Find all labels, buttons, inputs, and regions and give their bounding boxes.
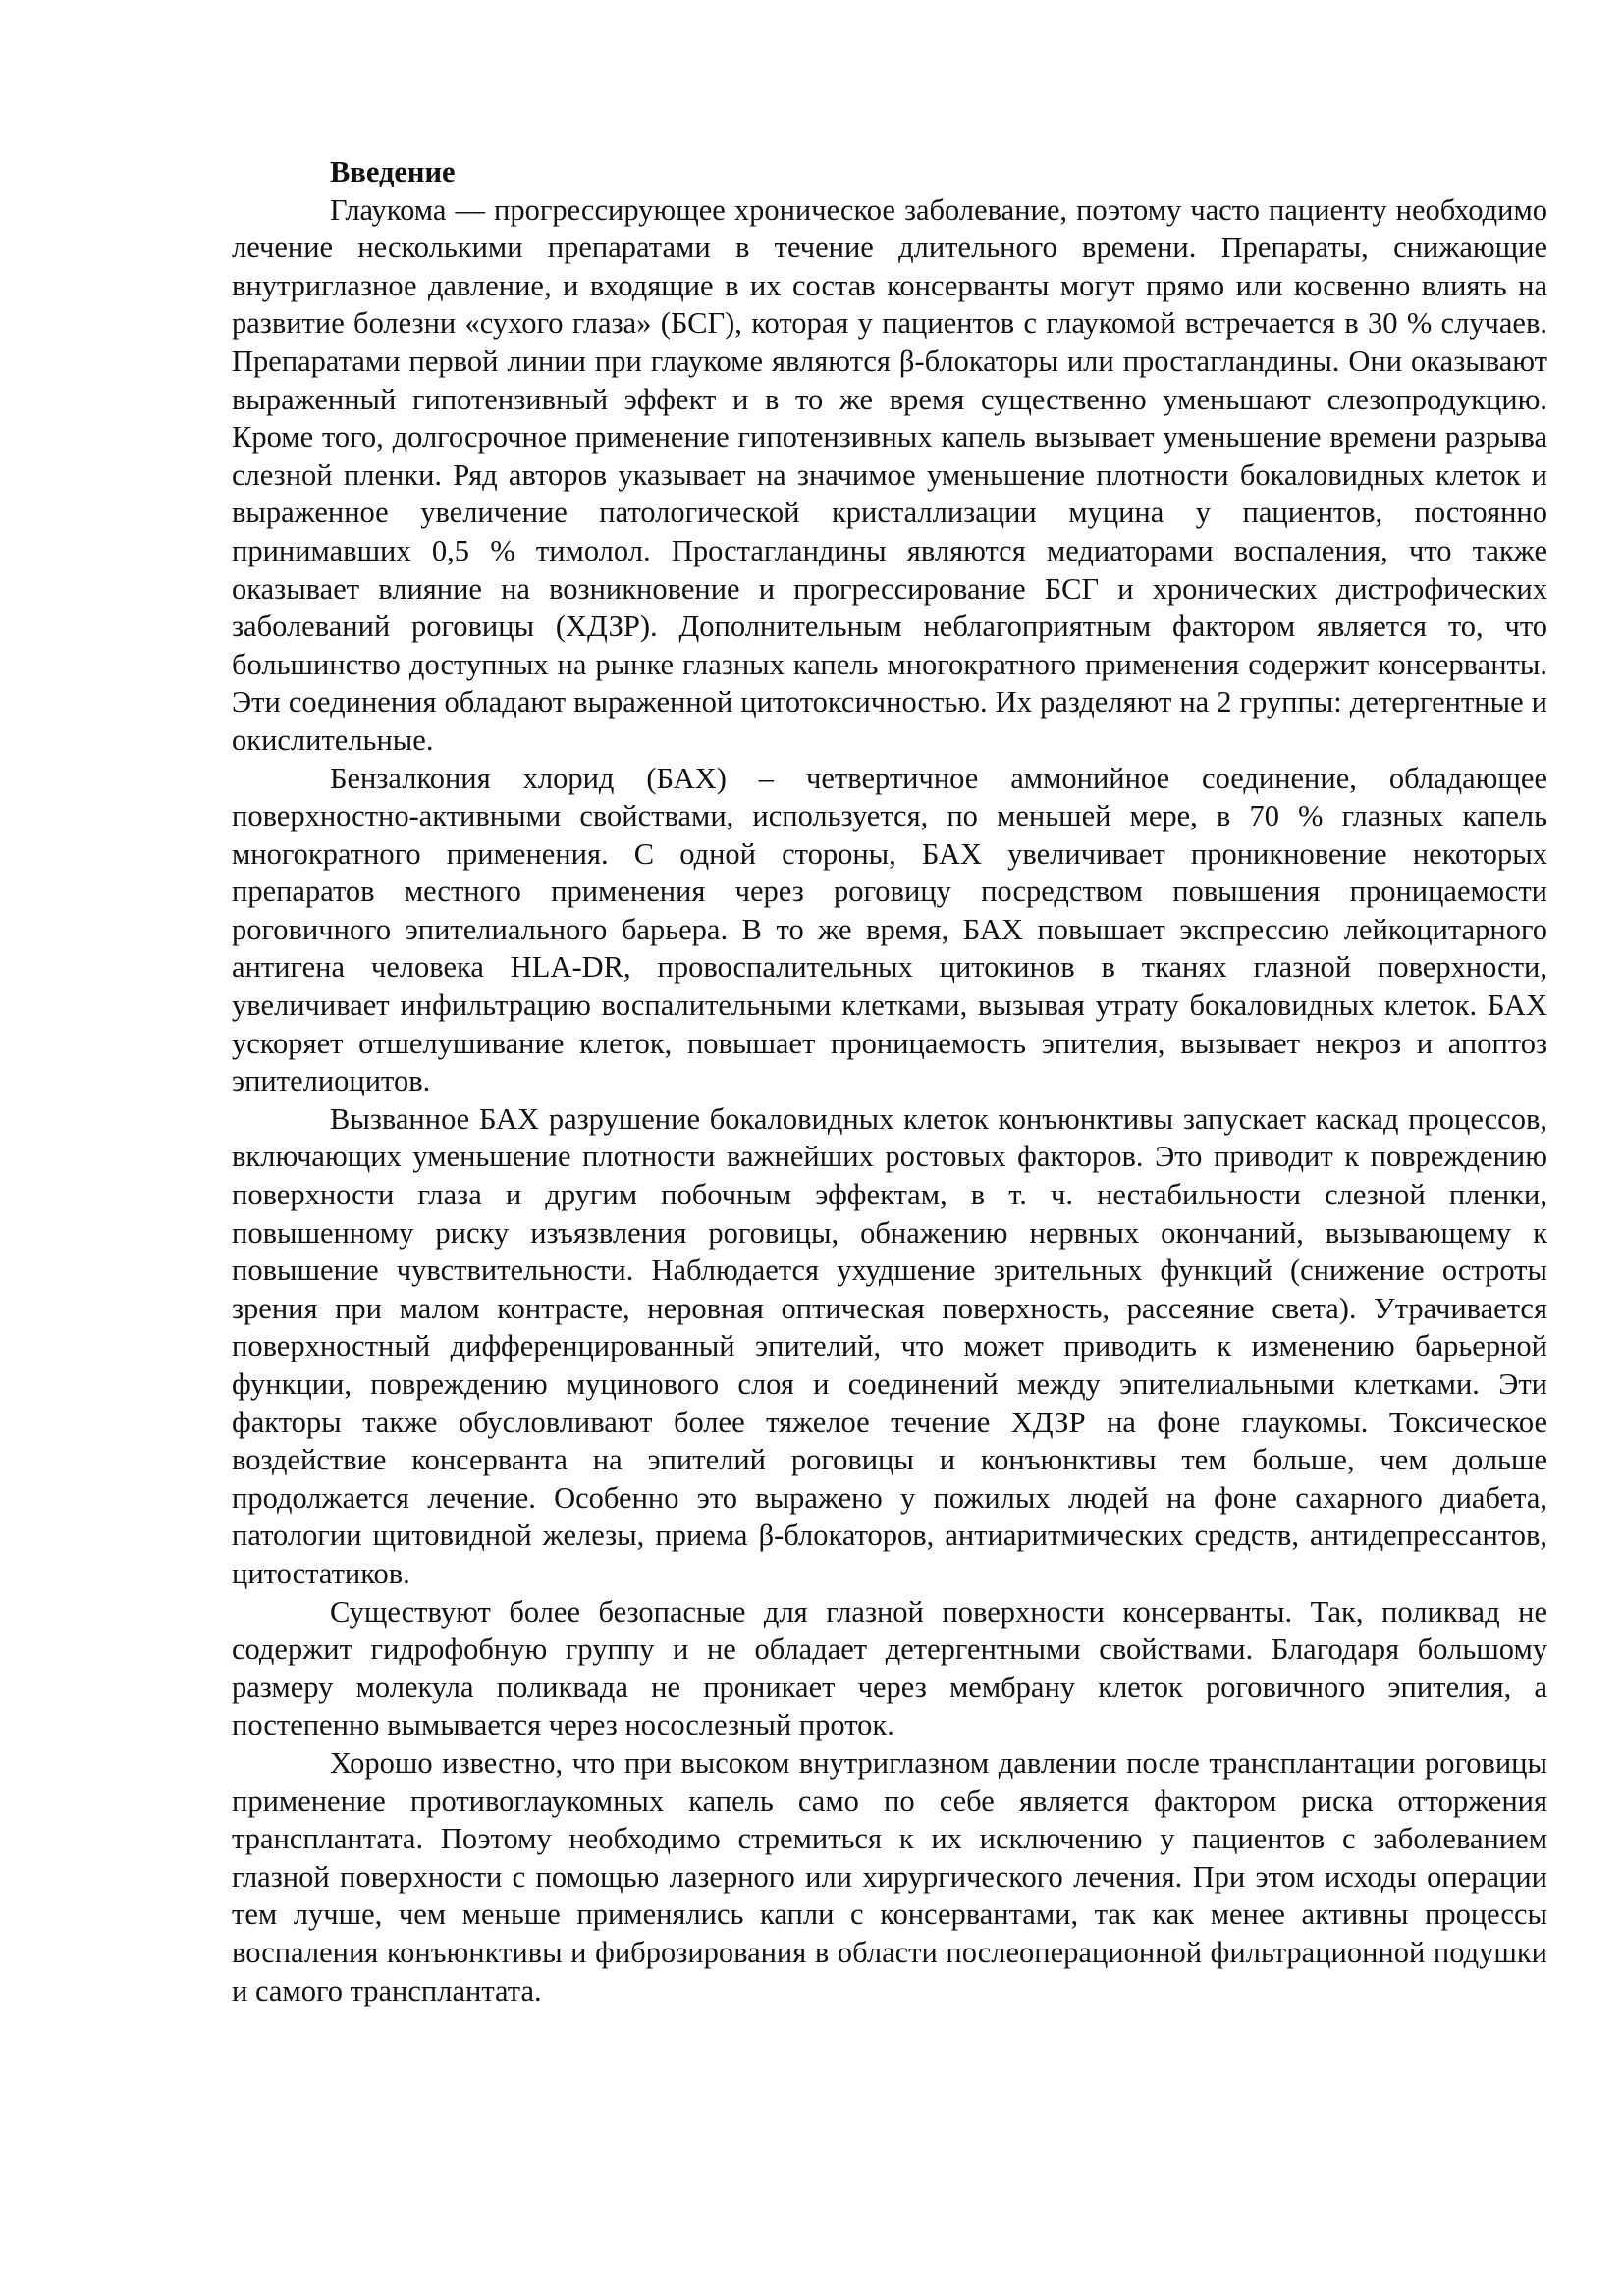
- paragraph-3: Вызванное БАХ разрушение бокаловидных клеток конъюнктивы запускает каскад процессов, включающих уменьшение плотности важнейших ростовых факторов. Это приводит к повреждению поверхности глаза и другим побочным эффектам, в т. ч. нестабильности слезной пленки, повышенному риску изъязвления роговицы, обнажению нервных окончаний, вызывающему к повышение чувствительности. Наблюдается ухудшение зрительных функций (снижение остроты зрения при малом контрасте, неровная оптическая поверхность, рассеяние света). Утрачивается поверхностный дифференцированный эпителий, что может приводить к изменению барьерной функции, повреждению муцинового слоя и соединений между эпителиальными клетками. Эти факторы также обусловливают более тяжелое течение ХДЗР на фоне глаукомы. Токсическое воздействие консерванта на эпителий роговицы и конъюнктивы тем больше, чем дольше продолжается лечение. Особенно это выражено у пожилых людей на фоне сахарного диабета, патологии щитовидной железы, приема β-блокаторов, антиаритмических средств, антидепрессантов, цитостатиков.: [232, 1101, 1547, 1590]
- paragraph-1: Глаукома — прогрессирующее хроническое заболевание, поэтому часто пациенту необходимо лечение несколькими препаратами в течение длительного времени. Препараты, снижающие внутриглазное давление, и входящие в их состав консерванты могут прямо или косвенно влиять на развитие болезни «сухого глаза» (БСГ), которая у пациентов с глаукомой встречается в 30 % случаев. Препаратами первой линии при глаукоме являются β-блокаторы или простагландины. Они оказывают выраженный гипотензивный эффект и в то же время существенно уменьшают слезопродукцию. Кроме того, долгосрочное применение гипотензивных капель вызывает уменьшение времени разрыва слезной пленки. Ряд авторов указывает на значимое уменьшение плотности бокаловидных клеток и выраженное увеличение патологической кристаллизации муцина у пациентов, постоянно принимавших 0,5 % тимолол. Простагландины являются медиаторами воспаления, что также оказывает влияние на возникновение и прогрессирование БСГ и хронических дистрофических заболеваний роговицы (ХДЗР). Дополнительным неблагоприятным фактором является то, что большинство доступных на рынке глазных капель многократного применения содержит консерванты. Эти соединения обладают выраженной цитотоксичностью. Их разделяют на 2 группы: детергентные и окислительные.: [232, 192, 1547, 757]
- section-heading: Введение: [330, 155, 456, 188]
- paragraph-5: Хорошо известно, что при высоком внутриглазном давлении после трансплантации роговицы применение противоглаукомных капель само по себе является фактором риска отторжения трансплантата. Поэтому необходимо стремиться к их исключению у пациентов с заболеванием глазной поверхности с помощью лазерного или хирургического лечения. При этом исходы операции тем лучше, чем меньше применялись капли с консервантами, так как менее активны процессы воспаления конъюнктивы и фиброзирования в области послеоперационной фильтрационной подушки и самого трансплантата.: [232, 1745, 1547, 2007]
- paragraph-4: Существуют более безопасные для глазной поверхности консерванты. Так, поликвад не содержит гидрофобную группу и не обладает детергентными свойствами. Благодаря большому размеру молекула поликвада не проникает через мембрану клеток роговичного эпителия, а постепенно вымывается через носослезный проток.: [232, 1594, 1547, 1742]
- document-body: [232, 153, 1547, 2009]
- paragraph-2: Бензалкония хлорид (БАХ) – четвертичное аммонийное соединение, обладающее поверхностно-активными свойствами, используется, по меньшей мере, в 70 % глазных капель многократного применения. С одной стороны, БАХ увеличивает проникновение некоторых препаратов местного применения через роговицу посредством повышения проницаемости роговичного эпителиального барьера. В то же время, БАХ повышает экспрессию лейкоцитарного антигена человека HLA-DR, провоспалительных цитокинов в тканях глазной поверхности, увеличивает инфильтрацию воспалительными клетками, вызывая утрату бокаловидных клеток. БАХ ускоряет отшелушивание клеток, повышает проницаемость эпителия, вызывает некроз и апоптоз эпителиоцитов.: [232, 761, 1547, 1098]
